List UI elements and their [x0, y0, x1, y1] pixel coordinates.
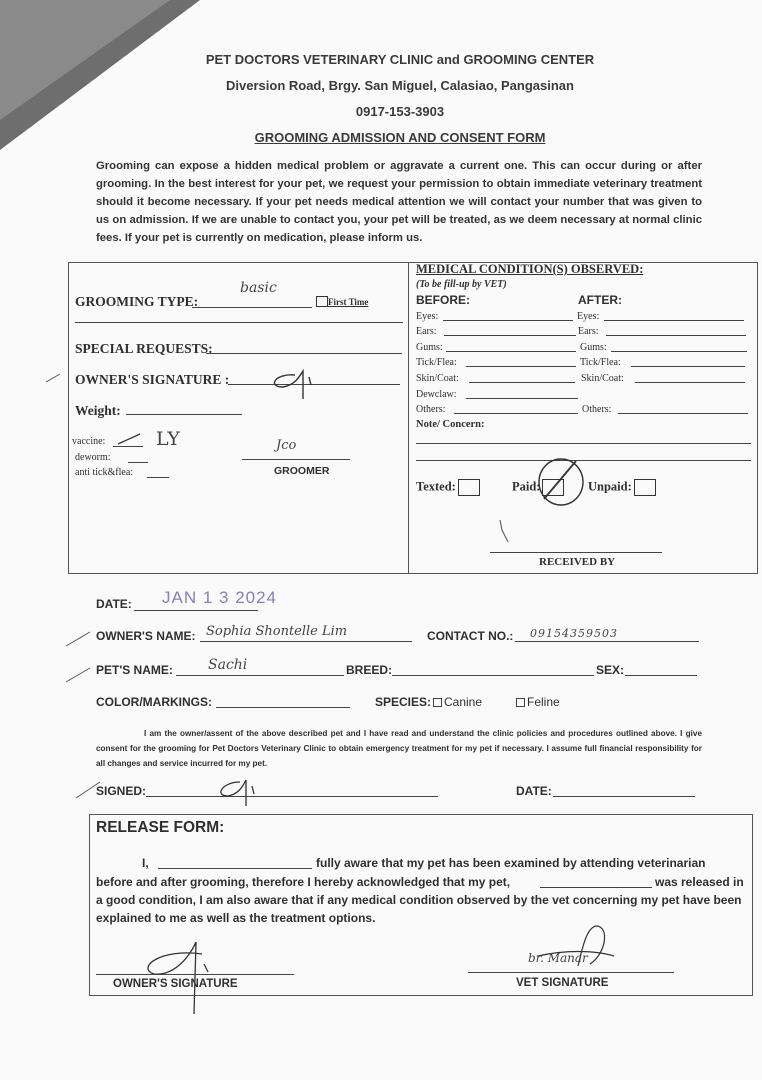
release-name-line — [158, 868, 312, 869]
sex-label: SEX: — [596, 663, 625, 677]
owner-name-label: OWNER'S NAME: — [96, 629, 196, 643]
note-line-1 — [416, 443, 751, 444]
pet-name-value: Sachi — [208, 657, 248, 673]
release-line3-text: a good condition, I am also aware that if any medical condition observed by the vet concerning my pet have been explained to me as well as the treatment options. — [96, 893, 742, 925]
release-owner-sig-label: OWNER'S SIGNATURE — [113, 978, 238, 990]
grooming-type-line — [192, 307, 312, 308]
after-skin-line — [635, 382, 745, 383]
others-after-label: Others: — [582, 404, 612, 415]
after-eyes-line — [604, 320, 744, 321]
special-requests-line — [206, 353, 402, 354]
release-owner-sig-line — [96, 974, 294, 975]
before-eyes-line — [443, 320, 573, 321]
unpaid-label: Unpaid: — [588, 479, 632, 494]
contact-line — [515, 641, 699, 642]
vet-subtitle: (To be fill-up by VET) — [416, 279, 507, 290]
before-tick-line — [466, 366, 576, 367]
color-markings-line — [216, 707, 350, 708]
special-requests-label: SPECIAL REQUESTS: — [75, 341, 213, 356]
texted-label: Texted: — [416, 479, 456, 494]
table-divider — [408, 262, 409, 573]
consent-paragraph: I am the owner/assent of the above described pet and I have read and understand the clinic policies and procedures outlined above. I give consent for the grooming for Pet Doctors Veterinary Clinic to obtain emergency treatment for my pet if necessary. I assume full financial responsibility for all changes and service incurred for my pet. — [96, 729, 702, 768]
paid-check-mark — [532, 455, 588, 507]
others-before-label: Others: — [416, 404, 446, 415]
release-form-title: RELEASE FORM: — [96, 819, 225, 836]
before-tick-label: Tick/Flea: — [416, 357, 457, 368]
paid-label: Paid: — [512, 479, 541, 494]
weight-line — [126, 414, 242, 415]
after-ears-line — [606, 335, 746, 336]
grooming-type-line-2 — [75, 322, 403, 323]
dewclaw-line — [466, 398, 578, 399]
vaccine-checkmark — [116, 432, 144, 448]
texted-checkbox[interactable] — [458, 479, 480, 496]
release-line2-end: was released in — [655, 875, 744, 889]
received-by-line — [490, 552, 662, 553]
vet-signature-value: br. Manar — [528, 951, 588, 965]
received-by-mark — [494, 516, 516, 550]
after-label: AFTER: — [578, 293, 622, 307]
others-before-line — [454, 413, 578, 414]
color-markings-label: COLOR/MARKINGS: — [96, 695, 212, 709]
after-ears-label: Ears: — [578, 326, 599, 337]
owner-name-line — [200, 641, 412, 642]
intro-paragraph: Grooming can expose a hidden medical problem or aggravate a current one. This can occur during or after grooming. In the best interest for your pet, we request your permission to obtain immediate veterinary treatment should it become necessary. If your pet needs medical attention we will contact your number that was given to us on admission. If we are unable to contact you, your pet will be treated, as we deem necessary at normal clinic fees. If your pet is currently on medication, please inform us. — [96, 160, 702, 244]
margin-mark-3 — [64, 664, 94, 686]
canine-checkbox[interactable] — [433, 698, 442, 707]
breed-line — [392, 675, 594, 676]
contact-label: CONTACT NO.: — [427, 629, 514, 643]
after-tick-label: Tick/Flea: — [580, 357, 621, 368]
sex-line — [625, 675, 697, 676]
feline-checkbox[interactable] — [516, 698, 525, 707]
owner-signature-label: OWNER'S SIGNATURE : — [75, 372, 230, 387]
release-i-label: I, — [142, 856, 149, 870]
species-label: SPECIES: — [375, 695, 432, 709]
after-eyes-label: Eyes: — [577, 311, 600, 322]
signed-label: SIGNED: — [96, 784, 147, 798]
before-skin-line — [469, 382, 575, 383]
signed-date-line — [553, 796, 695, 797]
medical-condition-title: MEDICAL CONDITION(S) OBSERVED: — [416, 262, 644, 276]
after-skin-label: Skin/Coat: — [581, 373, 624, 384]
date-line — [134, 610, 258, 611]
unpaid-group — [588, 479, 656, 496]
groomer-label: GROOMER — [274, 465, 330, 477]
date-stamp: JAN 1 3 2024 — [162, 588, 278, 607]
form-title: GROOMING ADMISSION AND CONSENT FORM — [254, 130, 546, 145]
pet-name-label: PET'S NAME: — [96, 663, 173, 677]
signed-date-label: DATE: — [516, 784, 552, 798]
grooming-type-value: basic — [240, 280, 277, 296]
breed-label: BREED: — [346, 663, 393, 677]
before-skin-label: Skin/Coat: — [416, 373, 459, 384]
groomer-value: Jco — [276, 438, 297, 453]
release-line2-text: before and after grooming, therefore I hereby acknowledged that my pet, — [96, 875, 511, 889]
clinic-phone: 0917-153-3903 — [355, 104, 445, 119]
pet-name-line — [176, 675, 344, 676]
others-after-line — [618, 413, 748, 414]
received-by-label: RECEIVED BY — [539, 556, 616, 568]
first-time-label: First Time — [328, 297, 369, 307]
signed-line — [146, 796, 438, 797]
margin-mark-4 — [74, 778, 104, 802]
contact-value: 09154359503 — [530, 627, 618, 640]
clinic-name: PET DOCTORS VETERINARY CLINIC and GROOMING CENTER — [205, 52, 595, 67]
groomer-line — [242, 459, 350, 460]
release-owner-signature-scribble — [130, 938, 230, 1016]
owner-name-value: Sophia Shontelle Lim — [206, 624, 348, 639]
vaccine-value: LY — [156, 428, 180, 450]
before-ears-label: Ears: — [416, 326, 437, 337]
release-pet-line — [540, 887, 652, 888]
note-label: Note/ Concern: — [416, 419, 485, 430]
after-tick-line — [631, 366, 745, 367]
vet-sig-line — [468, 972, 674, 973]
before-gums-line — [446, 351, 576, 352]
before-gums-label: Gums: — [416, 342, 443, 353]
deworm-label: deworm: — [75, 452, 111, 463]
canine-label: Canine — [444, 695, 483, 709]
vet-sig-label: VET SIGNATURE — [516, 977, 609, 989]
dewclaw-label: Dewclaw: — [416, 389, 457, 400]
texted-group — [416, 479, 480, 496]
owner-signature-scribble — [265, 365, 325, 405]
anti-tick-line — [147, 477, 169, 478]
vaccine-label: vaccine: — [72, 436, 106, 447]
before-eyes-label: Eyes: — [416, 311, 439, 322]
margin-mark-1 — [44, 370, 64, 386]
date-label: DATE: — [96, 597, 132, 611]
deworm-line — [128, 462, 148, 463]
grooming-type-label: GROOMING TYPE: — [75, 294, 199, 309]
after-gums-line — [611, 351, 747, 352]
clinic-address: Diversion Road, Brgy. San Miguel, Calasiao, Pangasinan — [226, 78, 574, 93]
before-ears-line — [444, 335, 576, 336]
weight-label: Weight: — [75, 403, 121, 418]
unpaid-checkbox[interactable] — [634, 479, 656, 496]
after-gums-label: Gums: — [580, 342, 607, 353]
margin-mark-2 — [64, 628, 94, 650]
first-time-checkbox[interactable] — [316, 296, 328, 307]
before-label: BEFORE: — [416, 293, 470, 307]
feline-label: Feline — [527, 695, 560, 709]
anti-tick-label: anti tick&flea: — [75, 467, 134, 478]
release-line1-text: fully aware that my pet has been examined by attending veterinarian — [316, 856, 706, 870]
signed-signature-scribble — [210, 776, 270, 810]
